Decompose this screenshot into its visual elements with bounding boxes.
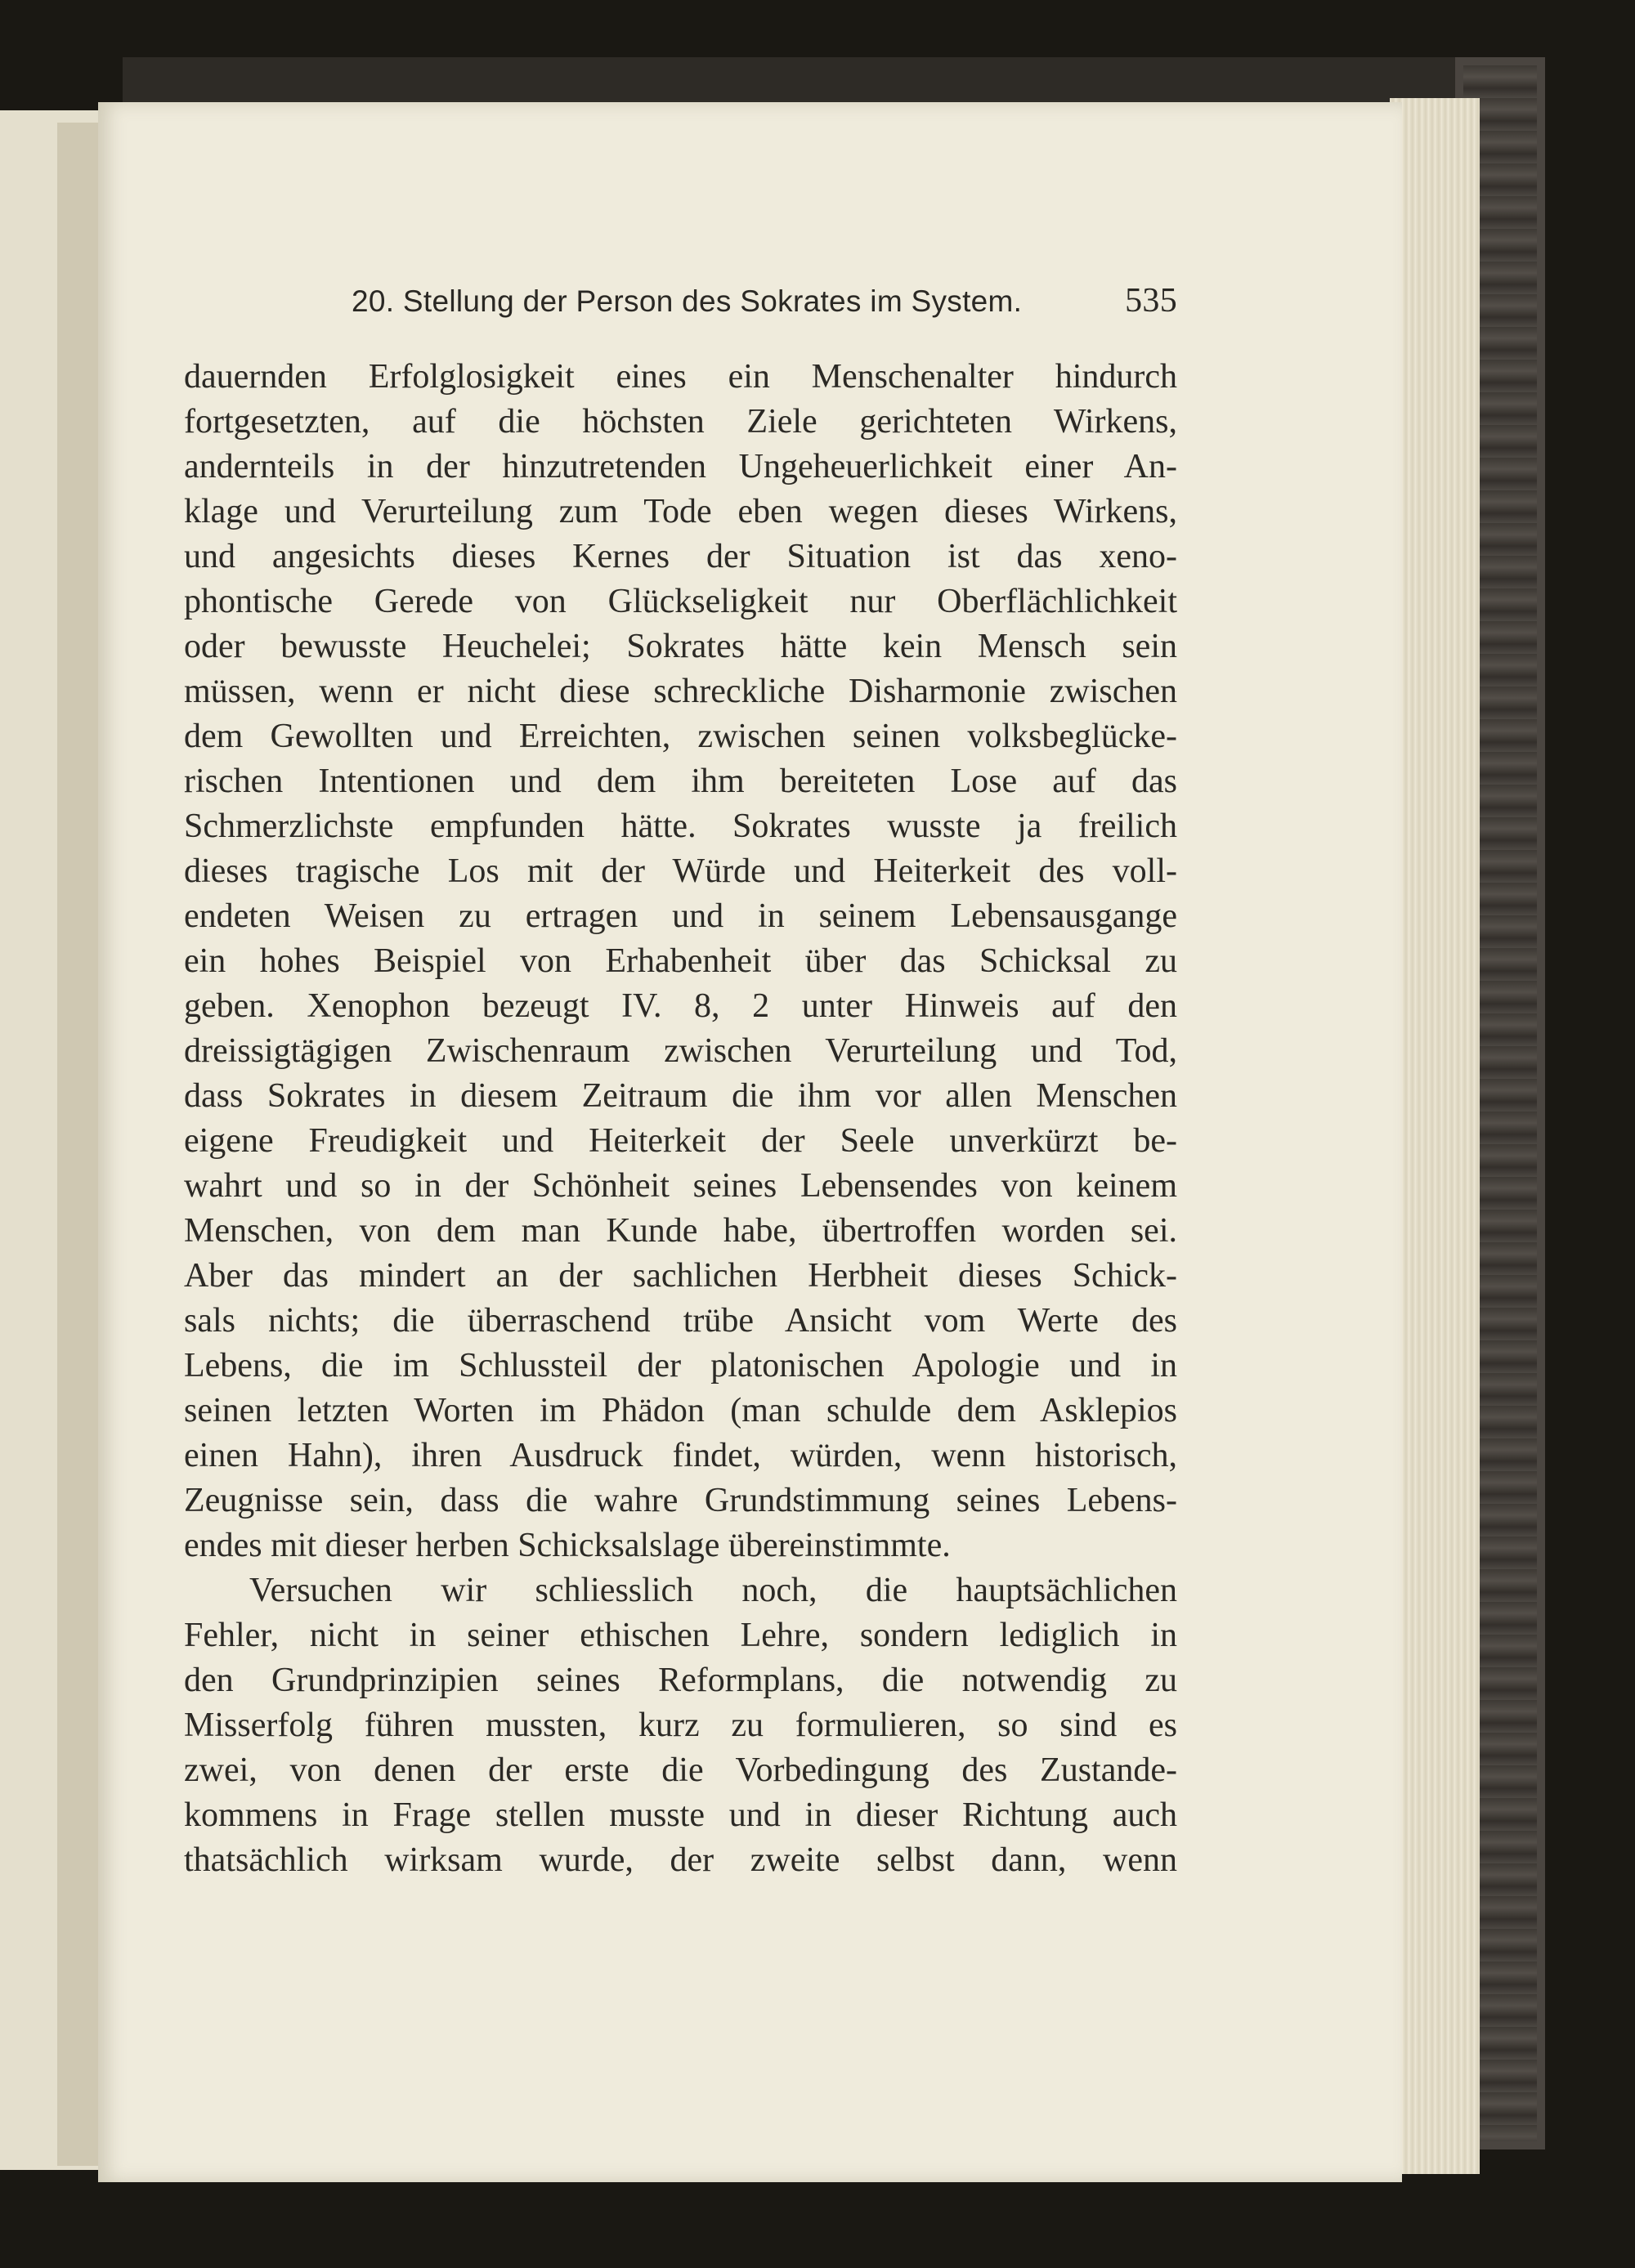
text-line: sals nichts; die überraschend trübe Ansicht vom Werte des (184, 1302, 1177, 1340)
text-line: dreissigtägigen Zwischenraum zwischen Verurteilung und Tod, (184, 1032, 1177, 1070)
running-header (352, 284, 1177, 325)
text-line: ein hohes Beispiel von Erhabenheit über das Schicksal zu (184, 942, 1177, 980)
page-number: 535 (1125, 282, 1177, 320)
paragraph-start-line: Versuchen wir schliesslich noch, die hauptsächlichen (249, 1572, 1177, 1609)
text-line: und angesichts dieses Kernes der Situation ist das xeno- (184, 538, 1177, 575)
text-line: fortgesetzten, auf die höchsten Ziele gerichteten Wirkens, (184, 403, 1177, 441)
text-line: zwei, von denen der erste die Vorbedingung des Zustande- (184, 1751, 1177, 1789)
text-line: dieses tragische Los mit der Würde und Heiterkeit des voll- (184, 852, 1177, 890)
text-line: eigene Freudigkeit und Heiterkeit der Seele unverkürzt be- (184, 1122, 1177, 1160)
text-line: Aber das mindert an der sachlichen Herbheit dieses Schick- (184, 1257, 1177, 1295)
text-line: oder bewusste Heuchelei; Sokrates hätte kein Mensch sein (184, 628, 1177, 665)
text-line: einen Hahn), ihren Ausdruck findet, würden, wenn historisch, (184, 1437, 1177, 1474)
text-line: geben. Xenophon bezeugt IV. 8, 2 unter Hinweis auf den (184, 987, 1177, 1025)
text-line: den Grundprinzipien seines Reformplans, die notwendig zu (184, 1662, 1177, 1699)
text-line: Misserfolg führen mussten, kurz zu formulieren, so sind es (184, 1707, 1177, 1744)
running-title: 20. Stellung der Person des Sokrates im System. (352, 284, 1023, 318)
body-text (184, 355, 1177, 1883)
text-line: kommens in Frage stellen musste und in dieser Richtung auch (184, 1796, 1177, 1834)
text-line: Menschen, von dem man Kunde habe, übertroffen worden sei. (184, 1212, 1177, 1250)
text-line: thatsächlich wirksam wurde, der zweite selbst dann, wenn (184, 1841, 1177, 1879)
text-line: Lebens, die im Schlussteil der platonischen Apologie und in (184, 1347, 1177, 1385)
text-line: phontische Gerede von Glückseligkeit nur Oberflächlichkeit (184, 583, 1177, 620)
text-line: seinen letzten Worten im Phädon (man schulde dem Asklepios (184, 1392, 1177, 1429)
text-line: endeten Weisen zu ertragen und in seinem Lebensausgange (184, 897, 1177, 935)
text-line: andernteils in der hinzutretenden Ungeheuerlichkeit einer An- (184, 448, 1177, 485)
text-line: Schmerzlichste empfunden hätte. Sokrates wusste ja freilich (184, 807, 1177, 845)
text-line: dauernden Erfolglosigkeit eines ein Menschenalter hindurch (184, 358, 1177, 396)
text-line: rischen Intentionen und dem ihm bereiteten Lose auf das (184, 763, 1177, 800)
binding-top-strip (123, 57, 1545, 106)
text-line: Fehler, nicht in seiner ethischen Lehre, sondern lediglich in (184, 1617, 1177, 1654)
text-line: müssen, wenn er nicht diese schreckliche Disharmonie zwischen (184, 673, 1177, 710)
page-block-edges (1390, 98, 1480, 2174)
text-line: Zeugnisse sein, dass die wahre Grundstimmung seines Lebens- (184, 1482, 1177, 1519)
text-line: wahrt und so in der Schönheit seines Lebensendes von keinem (184, 1167, 1177, 1205)
text-line: dass Sokrates in diesem Zeitraum die ihm vor allen Menschen (184, 1077, 1177, 1115)
text-line: endes mit dieser herben Schicksalslage übereinstimmte. (184, 1527, 951, 1564)
text-line: klage und Verurteilung zum Tode eben wegen dieses Wirkens, (184, 493, 1177, 530)
text-line: dem Gewollten und Erreichten, zwischen seinen volksbeglücke- (184, 718, 1177, 755)
